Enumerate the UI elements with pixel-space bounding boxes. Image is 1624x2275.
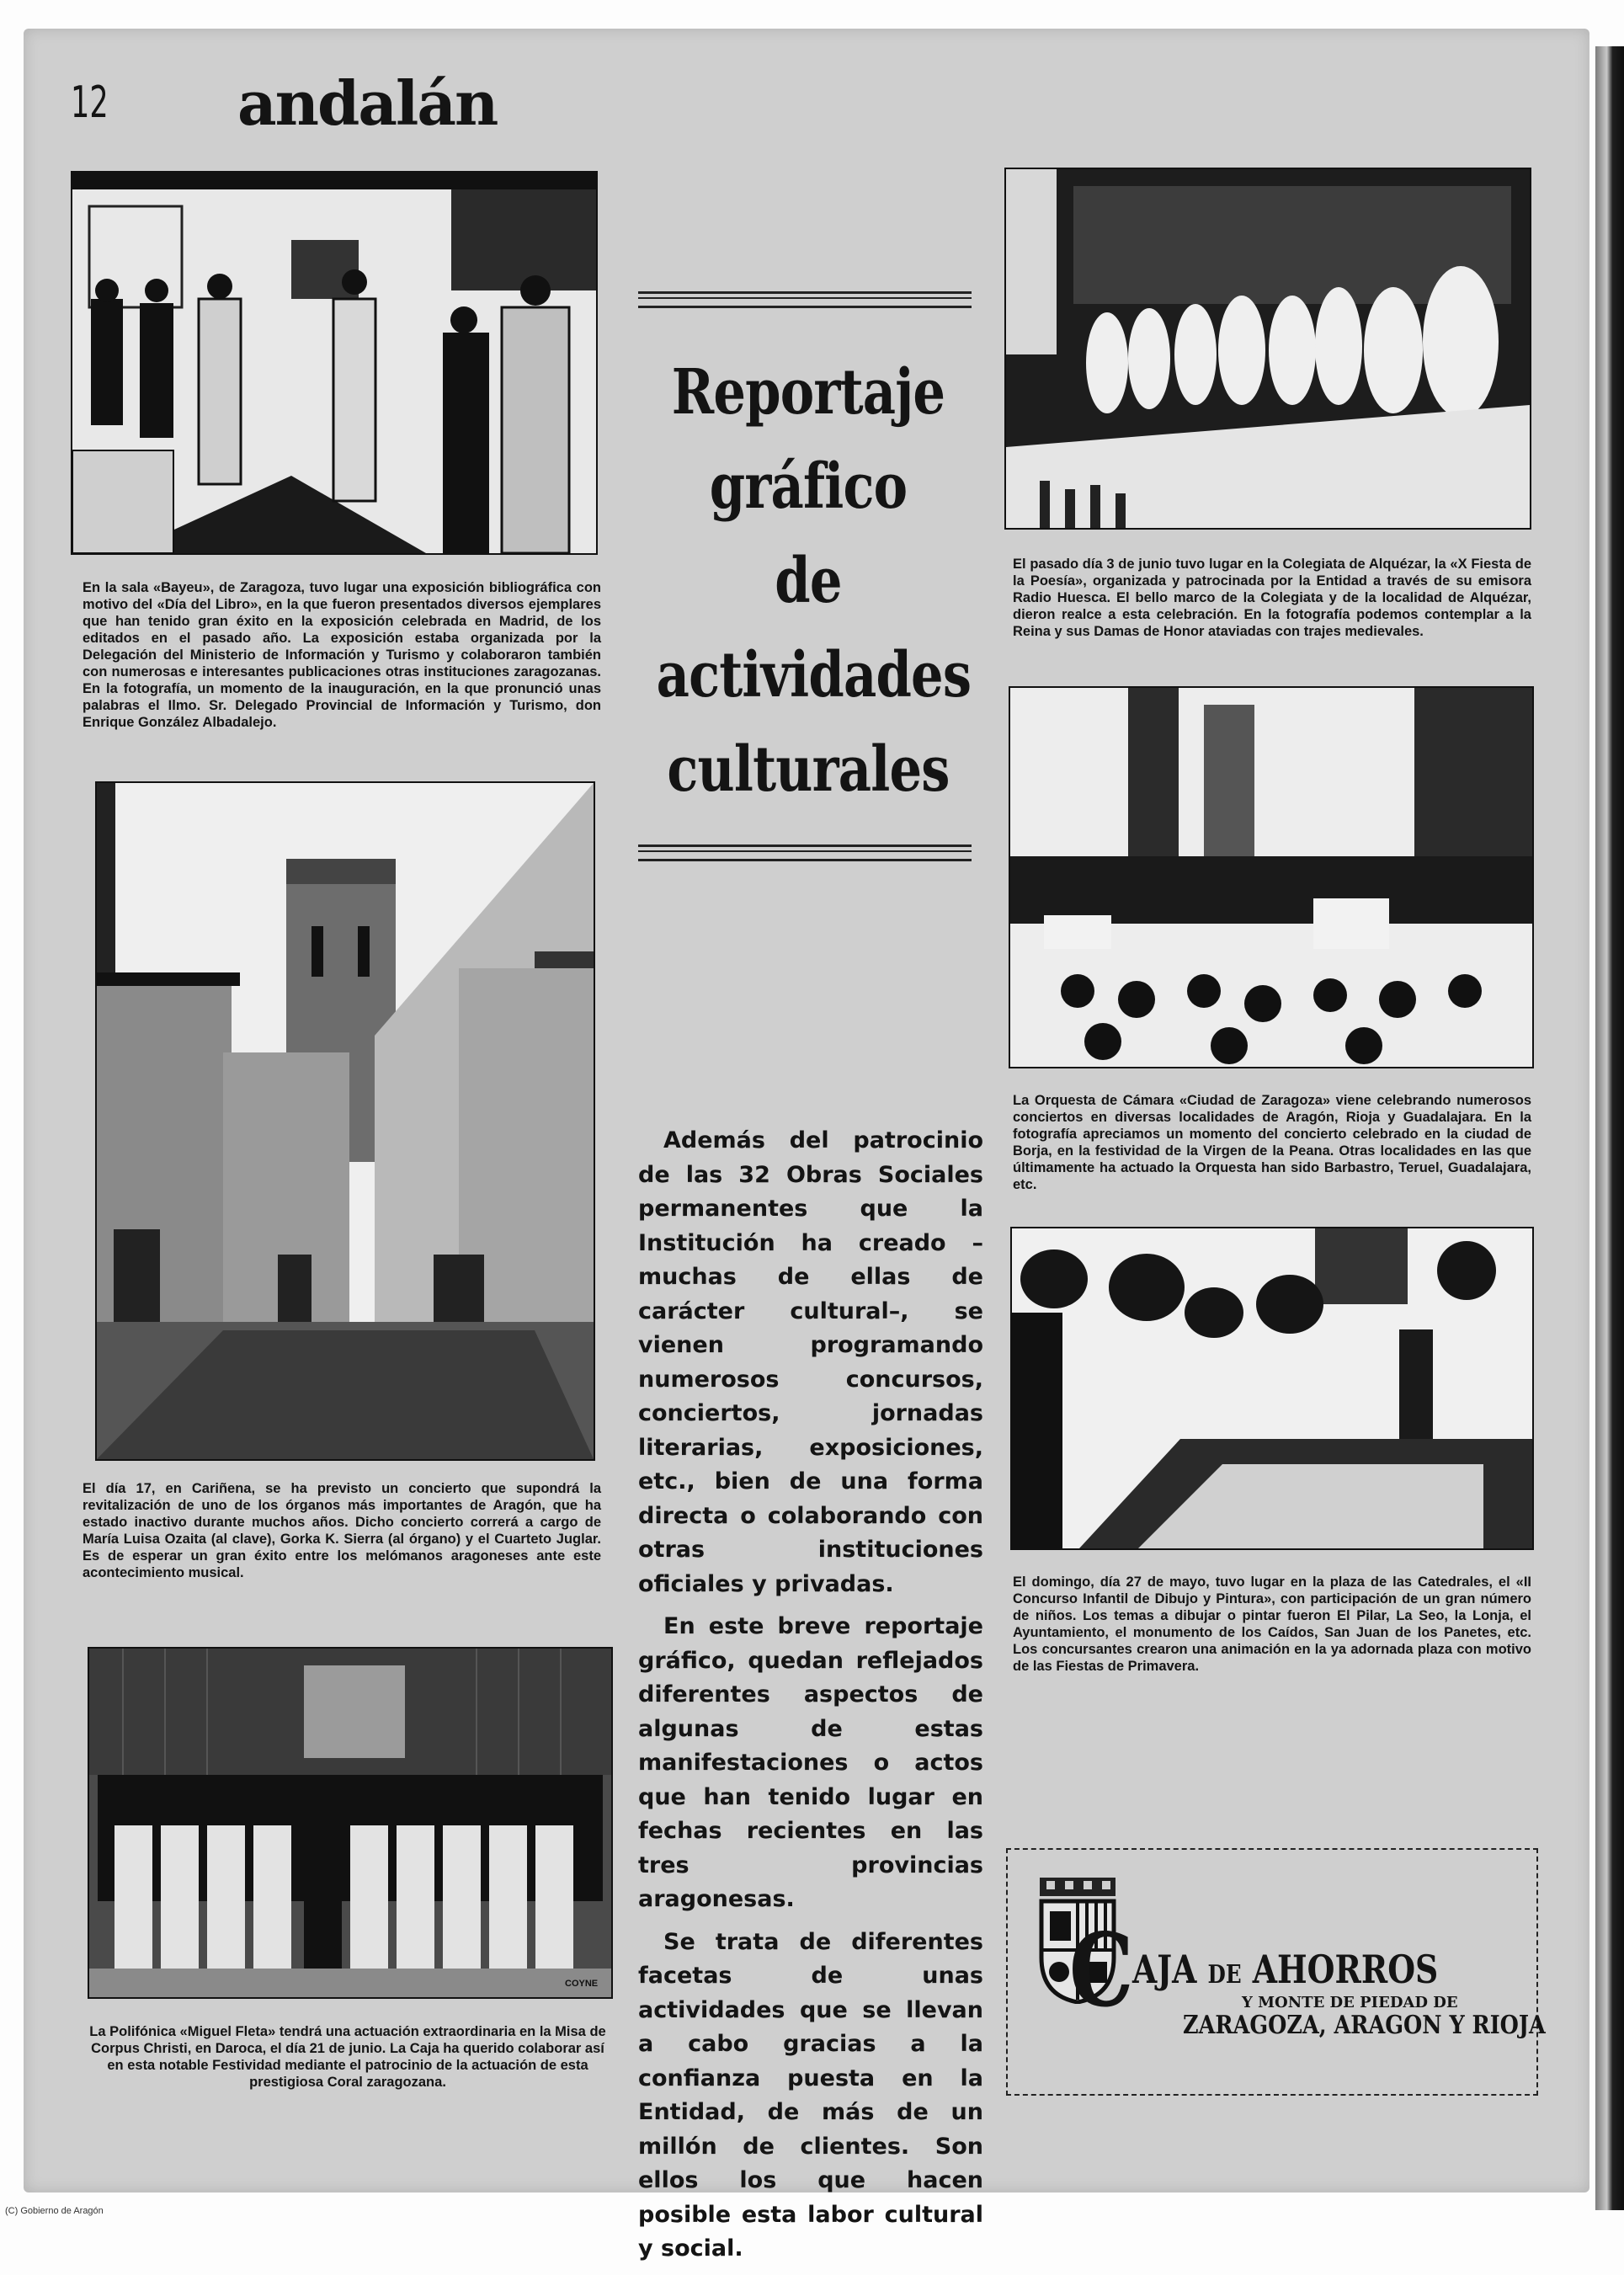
caption-polifonica: La Polifónica «Miguel Fleta» tendrá una actuación extraordinaria en la Misa de Corpus Christi, en Daroca, el día 21 de junio. La Caja ha querido colaborar así en esta notable Festividad mediante el patrocinio de la actuación de esta prestigiosa Coral zaragozana.: [89, 2024, 606, 2090]
article-paragraph-3: Se trata de diferentes facetas de unas actividades que se llevan a cabo gracias a la confianza puesta en la Entidad, de más de un millón de clientes. Son ellos los que hacen posible esta labor cultural y social.: [638, 1928, 983, 2262]
advert-region: ZARAGOZA, ARAGON Y RIOJA: [1183, 2011, 1546, 2040]
title-line-2: gráfico: [709, 450, 908, 523]
report-title: [656, 345, 972, 817]
caption-dibujo: El domingo, día 27 de mayo, tuvo lugar en la plaza de las Catedrales, el «II Concurso Infantil de Dibujo y Pintura», con participación de un gran número de niños. Los temas a dibujar o pintar fueron El Pilar, La Seo, la Lonja, el Ayuntamiento, el monumento de los Caídos, San Juan de los Panetes, etc. Los concursantes crearon una animación en la ya adornada plaza con motivo de las Fiestas de Primavera.: [1013, 1574, 1531, 1674]
advert-initial: C: [1069, 1911, 1134, 2030]
caption-orquesta: La Orquesta de Cámara «Ciudad de Zaragoza» viene celebrando numerosos conciertos en diversas localidades de Aragón, Rioja y Guadalajara. En la fotografía apreciamos un momento del concierto celebrado en la ciudad de Borja, en la festividad de la Virgen de la Peana. Otras localidades en las que últimamente ha actuado la Orquesta han sido Barbastro, Teruel, Guadalajara, etc.: [1013, 1093, 1531, 1192]
masthead-logo: andalán: [237, 67, 498, 139]
binding-spine: [1595, 46, 1624, 2210]
intro-article: [638, 1124, 983, 2275]
advert-title: [1132, 1947, 1438, 1992]
advert-subtitle: Y MONTE DE PIEDAD DE: [1242, 1994, 1458, 2011]
article-paragraph-1: Además del patrocinio de las 32 Obras Sociales permanentes que la Institución ha creado –muchas de ellas de carácter cultural–, se vienen programando numerosos concursos, conciertos, jornadas literarias, exposiciones, etc., bien de una forma directa o colaborando con otras instituciones oficiales y privadas.: [638, 1127, 983, 1597]
title-line-5: culturales: [667, 733, 950, 806]
photo-polifonica-choir: [88, 1647, 613, 1999]
title-line-4: actividades: [656, 639, 972, 711]
advert-aja: AJA: [1132, 1947, 1197, 1992]
article-paragraph-2: En este breve reportaje gráfico, quedan reflejados diferentes aspectos de algunas de estas manifestaciones o actos que han tenido lugar en fechas recientes en las tres provincias aragonesas.: [638, 1613, 983, 1912]
title-line-3: de: [775, 545, 842, 617]
title-rule-bottom: [638, 844, 972, 861]
photo-credit: COYNE: [565, 1979, 599, 1989]
photo-carinena-street: [95, 781, 595, 1461]
advert-ahorros: AHORROS: [1252, 1947, 1439, 1992]
page-number: 12: [71, 77, 109, 128]
copyright-footer: (C) Gobierno de Aragón: [5, 2206, 104, 2216]
photo-orquesta-camara: [1009, 686, 1534, 1068]
title-rule-top: [638, 291, 972, 308]
photo-concurso-dibujo: [1010, 1227, 1534, 1550]
caption-carinena: El día 17, en Cariñena, se ha previsto un concierto que supondrá la revitalización de uno de los órganos más importantes de Aragón, que ha estado inactivo durante muchos años. Dicho concierto correrá a cargo de María Luisa Ozaita (al clave), Gorka K. Sierra (al órgano) y el Cuarteto Juglar. Es de esperar un gran éxito entre los melómanos aragoneses ante este acontecimiento musical.: [83, 1481, 601, 1580]
title-line-1: Reportaje: [671, 356, 945, 429]
advert-de: DE: [1207, 1960, 1242, 1990]
caption-alquezar: El pasado día 3 de junio tuvo lugar en la Colegiata de Alquézar, la «X Fiesta de la Poesía», organizada y patrocinada por la Entidad a través de su emisora Radio Huesca. El bello marco de la Colegiata y de la localidad de Alquézar, dieron realce a esta celebración. En la fotografía podemos contemplar a la Reina y sus Damas de Honor ataviadas con trajes medievales.: [1013, 557, 1531, 639]
photo-alquezar-poesia: [1004, 168, 1531, 530]
photo-exposicion-bayeu: [71, 171, 598, 555]
caption-bayeu: En la sala «Bayeu», de Zaragoza, tuvo lugar una exposición bibliográfica con motivo del «Día del Libro», en la que fueron presentados diversos ejemplares que han tenido gran éxito en la exposición celebrada en Madrid, de los editados en el pasado año. La exposición estaba organizada por la Delegación del Ministerio de Información y Turismo y colaboraron también con numerosas e interesantes publicaciones otras instituciones zaragozanas. En la fotografía, un momento de la inauguración, en la que pronunció unas palabras el Ilmo. Sr. Delegado Provincial de Información y Turismo, don Enrique González Albadalejo.: [83, 580, 601, 730]
